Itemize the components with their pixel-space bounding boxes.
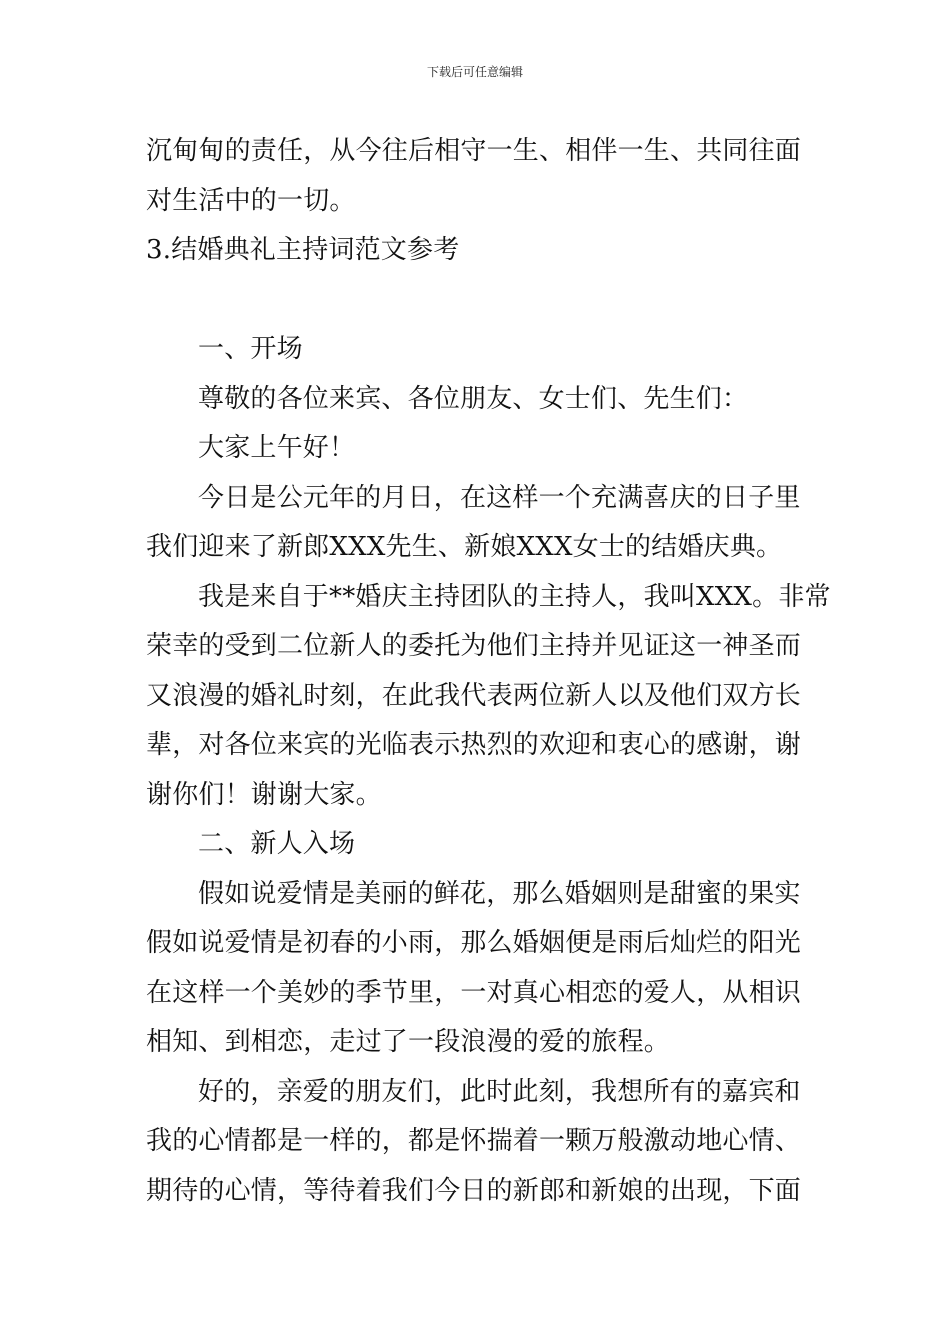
text-line: 谢你们！谢谢大家。 [146,779,382,810]
text-line: 大家上午好！ [198,433,356,463]
text-line: 我的心情都是一样的，都是怀揣着一颗万般激动地心情、 [146,1126,802,1156]
section-heading-opening: 一、开场 [198,334,303,364]
text-line: 我是来自于**婚庆主持团队的主持人，我叫XXX。非常 [198,581,831,612]
text-line: 辈，对各位来宾的光临表示热烈的欢迎和衷心的感谢，谢 [146,730,802,760]
text-line: 尊敬的各位来宾、各位朋友、女士们、先生们： [198,383,749,414]
document-body [146,127,831,1216]
text-line: 相知、到相恋，走过了一段浪漫的爱的旅程。 [146,1027,671,1057]
text-line: 又浪漫的婚礼时刻，在此我代表两位新人以及他们双方长 [146,680,802,711]
text-line: 今日是公元年的月日，在这样一个充满喜庆的日子里 [198,482,801,513]
text-line: 在这样一个美妙的季节里，一对真心相恋的爱人，从相识 [146,977,802,1008]
blank-line [146,276,808,326]
text-line: 我们迎来了新郎XXX先生、新娘XXX女士的结婚庆典。 [146,532,783,562]
section-title: 3.结婚典礼主持词范文参考 [146,235,460,265]
text-line: 假如说爱情是初春的小雨，那么婚姻便是雨后灿烂的阳光 [146,928,802,958]
text-line: 期待的心情，等待着我们今日的新郎和新娘的出现，下面 [146,1175,802,1206]
text-line: 好的，亲爱的朋友们，此时此刻，我想所有的嘉宾和 [198,1076,801,1107]
text-line: 沉甸甸的责任，从今往后相守一生、相伴一生、共同往面 [146,136,802,166]
text-line: 对生活中的一切。 [146,185,356,216]
text-line: 假如说爱情是美丽的鲜花，那么婚姻则是甜蜜的果实 [198,878,801,909]
section-heading-entrance: 二、新人入场 [198,829,356,859]
text-line: 荣幸的受到二位新人的委托为他们主持并见证这一神圣而 [146,631,802,661]
page-header: 下载后可任意编辑 [426,65,523,79]
